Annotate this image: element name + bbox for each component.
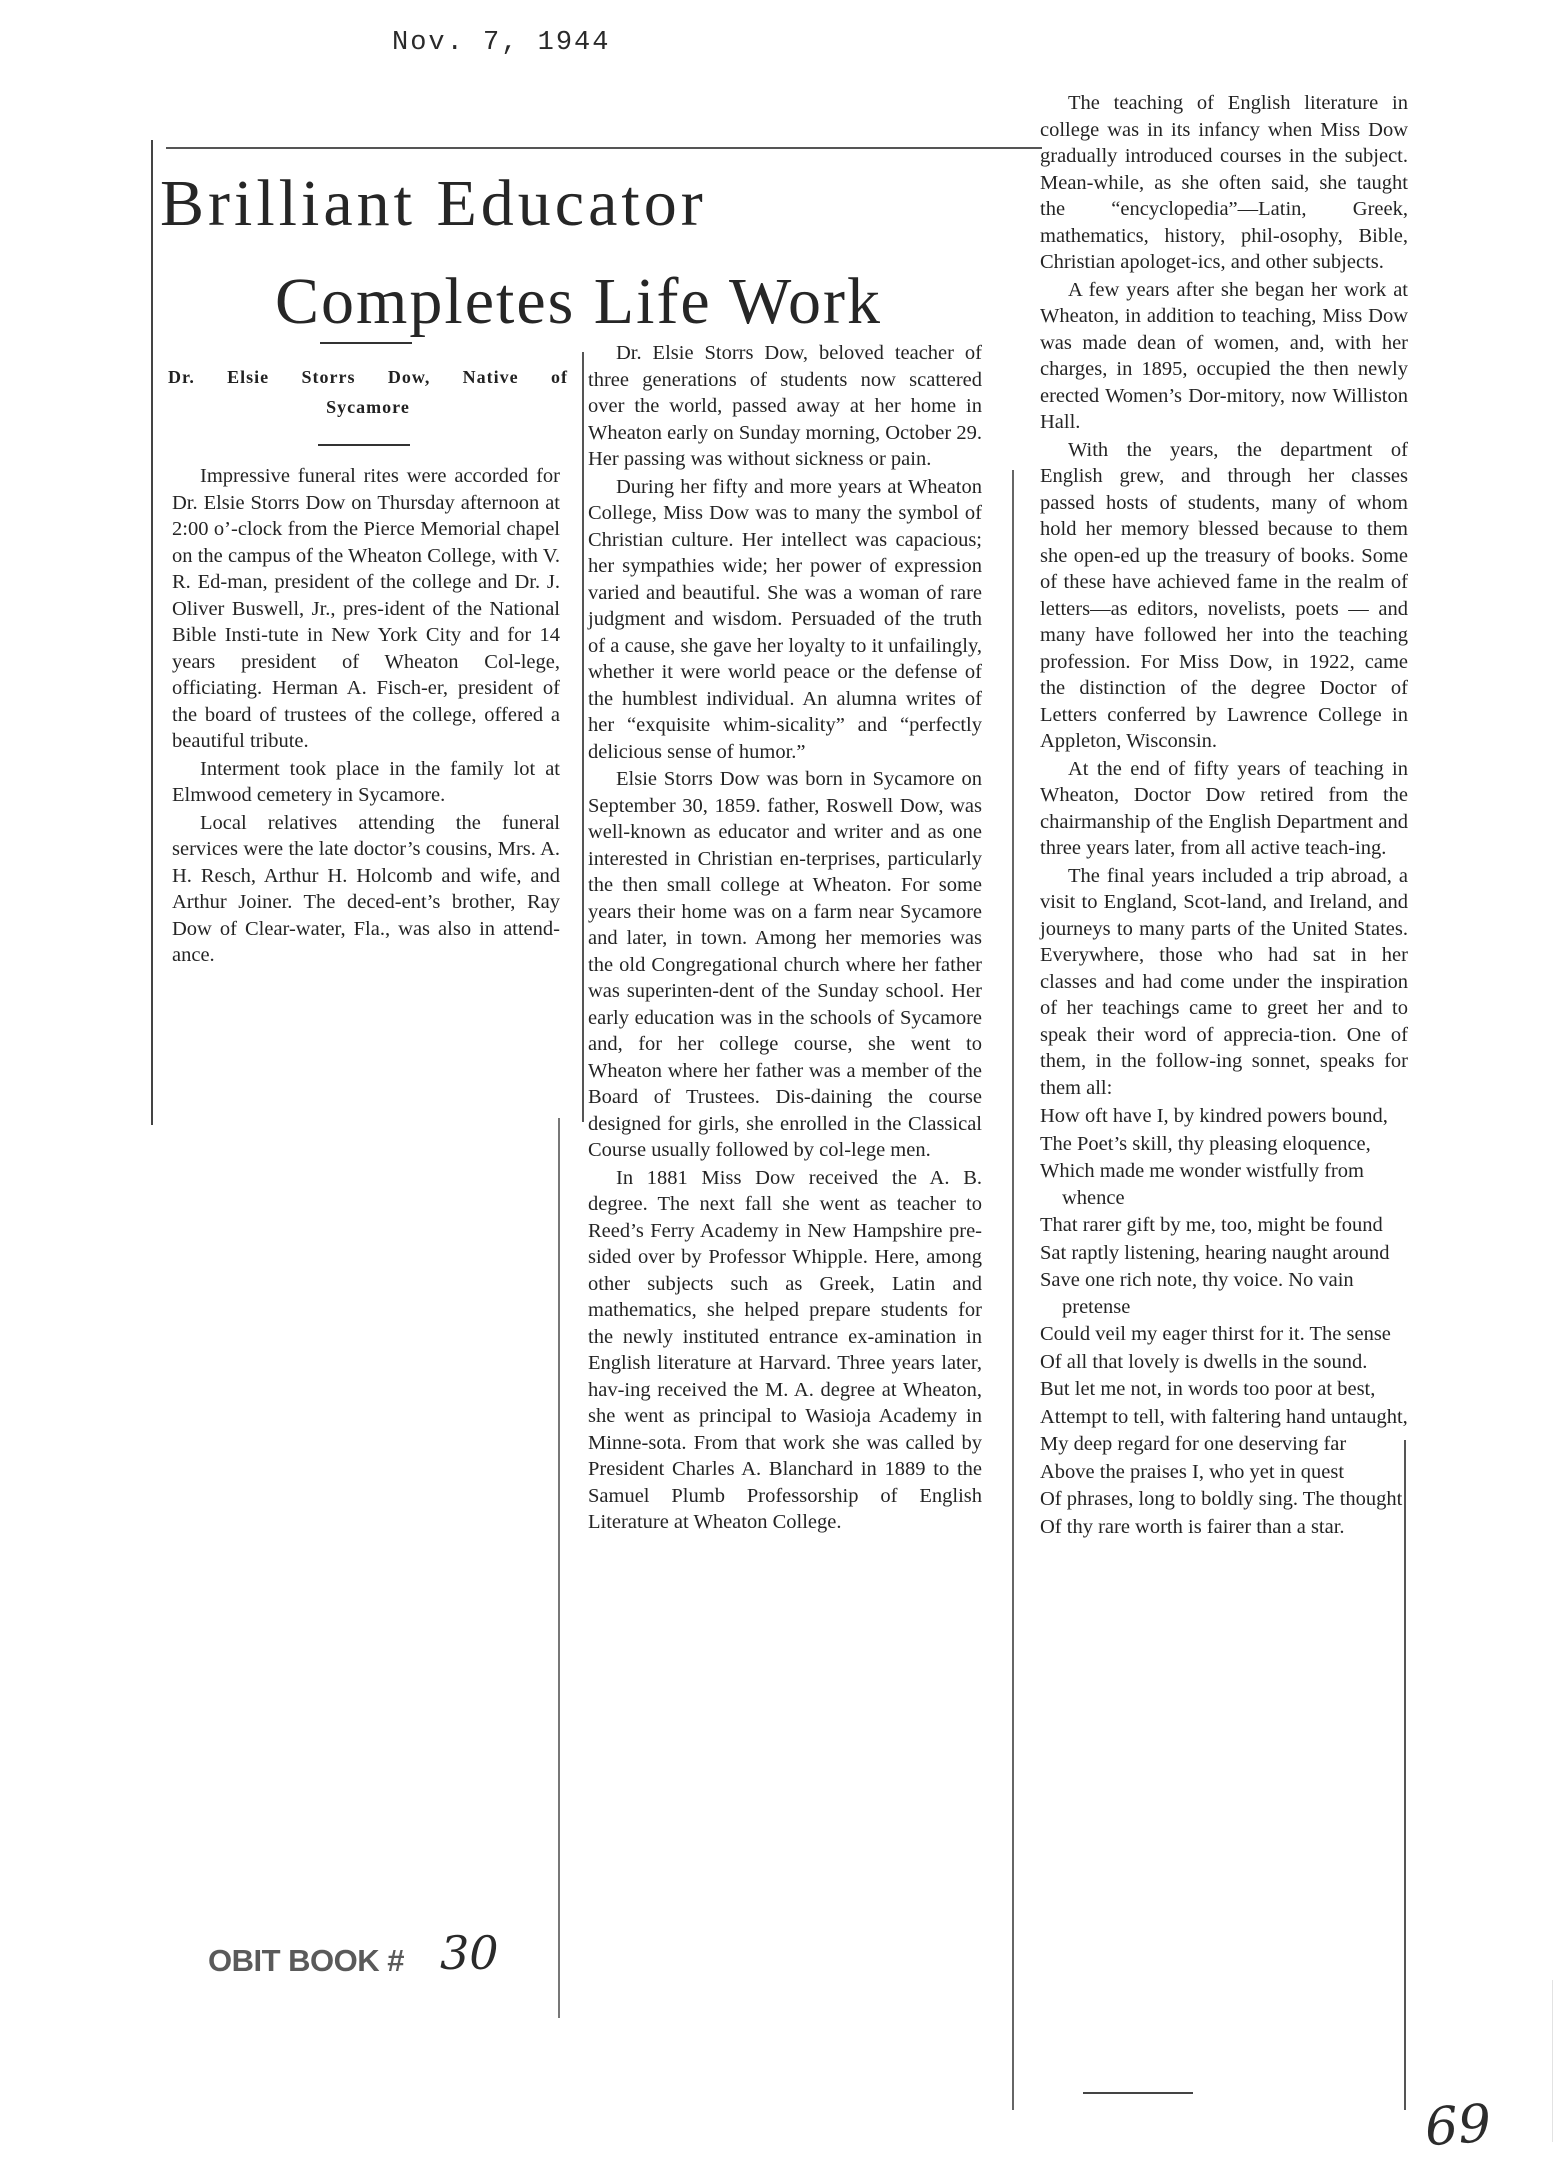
poem-line: Of thy rare worth is fairer than a star. [1040,1515,1345,1538]
obit-book-number-handwritten: 30 [440,1926,499,1980]
poem-line: But let me not, in words too poor at best, [1040,1378,1376,1400]
poem-line: That rarer gift by me, too, might be found [1040,1214,1383,1236]
paragraph: At the end of fifty years of teaching in Wheaton, Doctor Dow retired from the chairmanship of the English Department and three years later, from all active teach-ing. [1040,757,1408,859]
subheadline-line-2: Sycamore [326,397,410,417]
paragraph: The teaching of English literature in college was in its infancy when Miss Dow gradually introduced courses in the subject. Mean-while, as she often said, she taught the “encyclopedia”—Latin, Greek, mathematics, history, phil-osophy, Bible, Christian apologet-ics, and other subjects. [1040,92,1408,273]
paragraph: Local relatives attending the funeral services were the late doctor’s cousins, Mrs. A. H. Resch, Arthur H. Holcomb and wife, and Arthur Joiner. The deced-ent’s brother, Ray Dow of Clear-water, Fla., was also in attend-ance. [172,811,560,966]
paragraph: Interment took place in the family lot at Elmwood cemetery in Sycamore. [172,757,560,806]
sonnet [1040,1103,1408,1540]
column-divider [1012,470,1014,2110]
article-column-2 [588,340,982,1536]
paragraph: Impressive funeral rites were accorded for Dr. Elsie Storrs Dow on Thursday afternoon at 2:00 o’-clock from the Pierce Memorial chapel on the campus of the Wheaton College, with V. R. Ed-man, president of the college and Dr. J. Oliver Buswell, Jr., pres-ident of the National Bible Insti-tute in New York City and for 14 years president of Wheaton Col-lege, officiating. Herman A. Fisch-er, president of the board of trustees of the college, offered a beautiful tribute. [172,465,560,752]
paragraph: In 1881 Miss Dow received the A. B. degree. The next fall she went as teacher to Reed’s Ferry Academy in New Hampshire pre-sided over by Professor Whipple. Here, among other subjects such as Greek, Latin and mathematics, she helped prepare students for the newly instituted entrance ex-amination in English literature at Harvard. Three years later, hav-ing received the M. A. degree at Wheaton, she went as principal to Wasioja Academy in Minne-sota. From that work she was called by President Charles A. Blanchard in 1889 to the Samuel Plumb Professorship of English Literature at Wheaton College. [588,1166,982,1533]
poem-line: Attempt to tell, with faltering hand untaught, [1040,1405,1408,1428]
headline-line-1: Brilliant Educator [160,167,707,240]
poem-line: Above the praises I, who yet in quest [1040,1460,1345,1483]
poem-line: Could veil my eager thirst for it. The sense [1040,1323,1391,1345]
date-stamp: Nov. 7, 1944 [392,28,611,58]
column-divider [582,352,584,1122]
top-rule-divider [166,147,1042,149]
poem-line: My deep regard for one deserving far [1040,1433,1347,1455]
headline-line-2: Completes Life Work [275,265,883,338]
paragraph: Elsie Storrs Dow was born in Sycamore on September 30, 1859. father, Roswell Dow, was well-known as educator and writer and as one interested in Christian en-terprises, particularly the then small college at Wheaton. For some years their home was on a farm near Sycamore and later, in town. Among her memories was the old Congregational church where her father was superinten-dent of the Sunday school. Her early education was in the schools of Sycamore and, for her college course, she went to Wheaton where her father was a member of the Board of Trustees. Dis-daining the course designed for girls, she enrolled in the Classical Course usually followed by col-lege men. [588,768,982,1161]
poem-line: How oft have I, by kindred powers bound, [1040,1105,1388,1127]
subheadline [168,362,568,422]
page-number-handwritten: 69 [1422,2093,1494,2158]
paragraph: The final years included a trip abroad, a visit to England, Scot-land, and Ireland, and journeys to many parts of the United States. Everywhere, those who had sat in her classes and had come under the inspiration of her teachings came to greet her and to speak their word of apprecia-tion. One of them, in the follow-ing sonnet, speaks for them all: [1040,864,1408,1099]
poem-line: Of phrases, long to boldly sing. The thought [1040,1488,1403,1510]
poem-line: Save one rich note, thy voice. No vain pretense [1040,1269,1354,1318]
article-column-3 [1040,90,1408,1541]
poem-line: The Poet’s skill, thy pleasing eloquence, [1040,1132,1371,1155]
paragraph: With the years, the department of English grew, and through her classes passed hosts of students, many of whom hold her memory blessed because to them she open-ed up the treasury of books. Some of these have achieved fame in the realm of letters—as editors, novelists, poets — and many have followed her into the teaching profession. For Miss Dow, in 1922, came the distinction of the degree Doctor of Letters conferred by Lawrence College in Appleton, Wisconsin. [1040,438,1408,752]
article-end-rule [1083,2092,1193,2094]
subhead-rule-bottom [318,444,410,446]
clipping-left-edge [151,140,153,1125]
headline [160,165,1040,341]
subhead-rule-top [320,342,412,344]
article-column-1 [172,463,560,969]
poem-line: Which made me wonder wistfully from whence [1040,1160,1364,1209]
paragraph: Dr. Elsie Storrs Dow, beloved teacher of three generations of students now scattered over the world, passed away at her home in Wheaton early on Sunday morning, October 29. Her passing was without sickness or pain. [588,342,982,470]
subheadline-line-1: Dr. Elsie Storrs Dow, Native of [168,367,568,387]
paragraph: A few years after she began her work at Wheaton, in addition to teaching, Miss Dow was made dean of women, and, with her charges, in 1895, occupied the then newly erected Women’s Dor-mitory, now Williston Hall. [1040,278,1408,433]
poem-line: Sat raptly listening, hearing naught around [1040,1241,1390,1264]
clipping-edge [558,1118,560,2018]
scan-edge [1552,1980,1553,2142]
obit-book-stamp: OBIT BOOK # [208,1943,405,1978]
poem-line: Of all that lovely is dwells in the sound. [1040,1350,1368,1373]
paragraph: During her fifty and more years at Wheaton College, Miss Dow was to many the symbol of Christian culture. Her intellect was capacious; her sympathies wide; her power of expression varied and beautiful. She was a woman of rare judgment and wisdom. Persuaded of the truth of a cause, she gave her loyalty to it unfailingly, whether it were world peace or the defense of the humblest individual. An alumna writes of her “exquisite whim-sicality” and “perfectly delicious sense of humor.” [588,475,982,763]
